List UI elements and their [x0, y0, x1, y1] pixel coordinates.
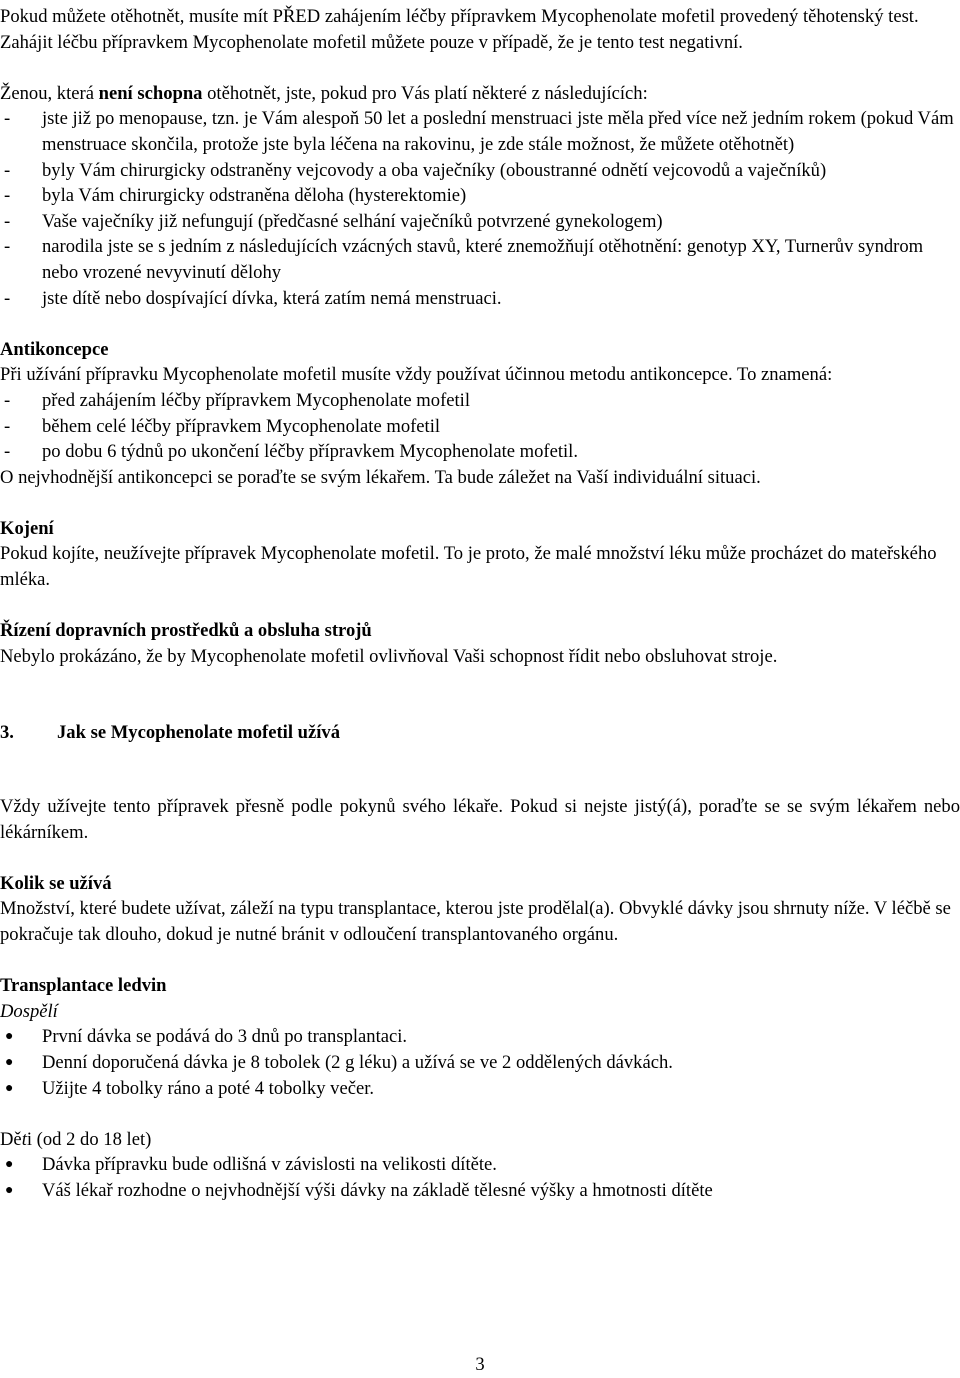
- list-item: [0, 1076, 960, 1102]
- spacer: [0, 490, 960, 516]
- list-item: - jste dítě nebo dospívající dívka, která zatím nemá menstruaci.: [0, 286, 960, 312]
- conditions-list: [0, 106, 960, 311]
- not-able-text-start: Ženou, která: [0, 82, 99, 104]
- list-item-text: První dávka se podává do 3 dnů po transplantaci.: [42, 1026, 408, 1048]
- list-item: - Vaše vaječníky již nefungují (předčasné selhání vaječníků potvrzené gynekologem): [0, 209, 960, 235]
- section-3-text: Vždy užívejte tento přípravek přesně podle pokynů svého lékaře. Pokud si nejste jistý(á), poraďte se se svým lékařem nebo lékárníkem.: [0, 796, 960, 843]
- children-label-part: Dě: [0, 1128, 22, 1150]
- bullet-icon: ●: [5, 1080, 14, 1096]
- breastfeeding-heading: Kojení: [0, 517, 54, 539]
- list-item: - byla Vám chirurgicky odstraněna děloha (hysterektomie): [0, 183, 960, 209]
- section-number: 3.: [0, 722, 14, 744]
- spacer: [0, 1101, 960, 1127]
- children-list: [0, 1152, 960, 1203]
- list-item: - jste již po menopause, tzn. je Vám alespoň 50 let a poslední menstruaci jste měla před více než jedním rokem (pokud Vám menstruace skončila, protože jste byla léčena na rakovinu, je zde stále možnost, že můžete otěhotnět): [0, 106, 960, 157]
- children-label-part: i (od 2 do 18 let): [26, 1128, 152, 1150]
- spacer: [0, 669, 960, 720]
- section-title: Jak se Mycophenolate mofetil užívá: [57, 722, 341, 744]
- list-item: [0, 1024, 960, 1050]
- bullet-icon: ●: [5, 1182, 14, 1198]
- children-label: [0, 1127, 960, 1153]
- dosage-text: Množství, které budete užívat, záleží na typu transplantace, kterou jste prodělal(a). Obvyklé dávky jsou shrnuty níže. V léčbě se pokračuje tak dlouho, dokud je nutné bránit v odloučení transplantovaného orgánu.: [0, 898, 951, 945]
- list-item: [0, 1050, 960, 1076]
- list-item: - po dobu 6 týdnů po ukončení léčby přípravkem Mycophenolate mofetil.: [0, 439, 960, 465]
- bullet-icon: ●: [5, 1029, 14, 1045]
- not-able-text-end: otěhotnět, jste, pokud pro Vás platí některé z následujících:: [202, 82, 648, 104]
- list-item: [0, 1178, 960, 1204]
- list-item-text: Váš lékař rozhodne o nejvhodnější výši dávky na základě tělesné výšky a hmotnosti dítěte: [42, 1179, 713, 1201]
- spacer: [0, 948, 960, 974]
- adults-list: [0, 1024, 960, 1101]
- list-item-text: Užijte 4 tobolky ráno a poté 4 tobolky večer.: [42, 1077, 375, 1099]
- contraception-text: Při užívání přípravku Mycophenolate mofetil musíte vždy používat účinnou metodu antikoncepce. To znamená:: [0, 364, 833, 386]
- dosage-heading: Kolik se užívá: [0, 872, 112, 894]
- adults-label: Dospělí: [0, 1000, 58, 1022]
- contraception-heading: Antikoncepce: [0, 338, 109, 360]
- page-number: 3: [475, 1354, 485, 1375]
- pregnancy-test-paragraph: Pokud můžete otěhotnět, musíte mít PŘED zahájením léčby přípravkem Mycophenolate mofetil provedený těhotenský test. Zahájit léčbu přípravkem Mycophenolate mofetil můžete pouze v případě, že je tento test negativní.: [0, 6, 919, 53]
- section-3-heading: [0, 720, 960, 746]
- list-item-text: Denní doporučená dávka je 8 tobolek (2 g léku) a užívá se ve 2 oddělených dávkách.: [42, 1051, 673, 1073]
- driving-text: Nebylo prokázáno, že by Mycophenolate mofetil ovlivňoval Vaši schopnost řídit nebo obsluhovat stroje.: [0, 645, 778, 667]
- kidney-heading: Transplantace ledvin: [0, 975, 167, 997]
- spacer: [0, 845, 960, 871]
- driving-heading: Řízení dopravních prostředků a obsluha strojů: [0, 620, 372, 642]
- list-item-text: Dávka přípravku bude odlišná v závislosti na velikosti dítěte.: [42, 1154, 497, 1176]
- list-item: - před zahájením léčby přípravkem Mycophenolate mofetil: [0, 388, 960, 414]
- spacer: [0, 746, 960, 794]
- spacer: [0, 311, 960, 337]
- bullet-icon: ●: [5, 1054, 14, 1070]
- list-item: - narodila jste se s jedním z následujících vzácných stavů, které znemožňují otěhotnění: genotyp XY, Turnerův syndrom nebo vrozené nevyvinutí dělohy: [0, 234, 960, 285]
- children-label-part: t: [21, 1128, 27, 1150]
- contraception-list: [0, 388, 960, 465]
- list-item: - byly Vám chirurgicky odstraněny vejcovody a oba vaječníky (oboustranné odnětí vejcovodů a vaječníků): [0, 158, 960, 184]
- bullet-icon: ●: [5, 1157, 14, 1173]
- spacer: [0, 55, 960, 81]
- not-able-paragraph: [0, 81, 960, 107]
- list-item: [0, 1152, 960, 1178]
- list-item: - během celé léčby přípravkem Mycophenolate mofetil: [0, 414, 960, 440]
- spacer: [0, 593, 960, 619]
- breastfeeding-text: Pokud kojíte, neužívejte přípravek Mycophenolate mofetil. To je proto, že malé množství léku může procházet do mateřského mléka.: [0, 543, 937, 591]
- document-page: [0, 4, 960, 1204]
- not-able-bold: není schopna: [98, 82, 203, 104]
- contraception-closing: O nejvhodnější antikoncepci se poraďte se svým lékařem. Ta bude záležet na Vaší individuální situaci.: [0, 466, 761, 488]
